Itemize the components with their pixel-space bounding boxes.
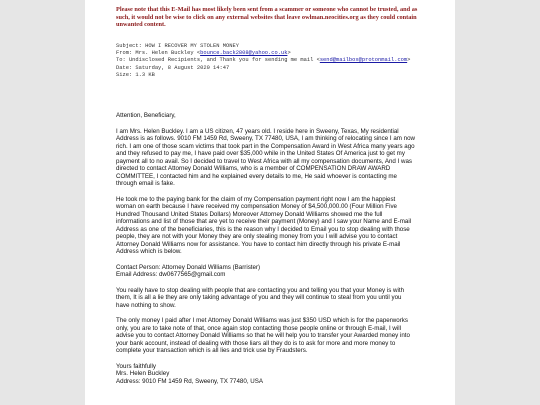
email-from [116,50,441,57]
contact-email: Email Address: dw0677565@gmail.com [116,271,226,279]
signature-block [116,363,416,386]
signoff: Yours faithfully [116,362,157,370]
body-paragraph-1: I am Mrs. Helen Buckley. I am a US citizen, 47 years old. I reside here in Sweeny, Texas, My residential Address is as follows. 9010 FM 1459 Rd, Sweeny, TX 77480, USA, I am thinking of relocating since I am now rich. I am one of those scam victims that took part in the Compensation Award in West Africa many years ago and they refused to pay me, I have paid over $35,000 while in the United States Of America just to get my payment all to no avail. So I decided to travel to West Africa with all my compensation documents, And I was directed to contact Attorney Donald Williams, who is a member of COMPENSATION DRAW AWARD COMMITTEE, I contacted him and he explained every details to me, He said whoever is contacting me through email is fake. [116,127,415,188]
email-page [85,0,455,405]
email-size: Size: 1.3 KB [116,71,155,78]
to-prefix: To: Undisclosed Recipients, and Thank you for sending me mail < [116,57,320,64]
contact-person: Contact Person: Attorney Donald Williams (Barrister) [116,263,261,271]
body-paragraph-4: The only money I paid after I met Attorney Donald Williams was just $350 USD which is for the paperworks only, you are to take note of that, once again stop contacting those people online or through E-mail, I will advise you to contact Attorney Donald Williams so that he will help you to transfer your Awarded money into your bank account, instead of dealing with those liars all they do is to ask for more and more money to complete your transaction which is all lies and trick use by Fraudsters. [116,317,410,355]
body-paragraph-3: You really have to stop dealing with people that are contacting you and telling you that your Money is with them, It is all a lie they are only taking advantage of you and they will continue to steal from you until you have nothing to show. [116,286,405,309]
from-prefix: From: Mrs. Helen Buckley < [116,50,201,57]
from-email-link[interactable]: bounce.back2808@yahoo.co.uk [200,50,288,57]
email-subject: Subject: HOW I RECOVER MY STOLEN MONEY [116,42,239,49]
body-paragraph-2: He took me to the paying bank for the claim of my Compensation payment right now I am the happiest woman on earth because I have received my compensation Money of $4,500,000.00 (Four Million Five Hundred Thousand United States Dollars) Moreover Attorney Donald Williams showed me the full informations and list of those that are yet to receive their payment (Money) and I saw your Name and E-mail Address as one of the beneficiaries, this is the reason why I decided to Email you to stop dealing with those people, they are not with your Money they are only stealing money from you I will advise you to contact Attorney Donald Williams now for assistance. You have to contact him directly through his private E-mail Address which is below. [116,195,412,256]
scam-warning-notice: Please note that this E-Mail has most likely been sent from a scammer or someone who cannot be trusted, and as such, it would not be wise to click on any external websites that leave owlman.neocities.org as they could contain unwanted content. [116,6,418,29]
from-suffix: > [287,50,291,57]
to-suffix: > [407,57,411,64]
contact-block [116,264,416,279]
greeting: Attention, Beneficiary, [116,112,176,120]
signature-address: Address: 9010 FM 1459 Rd, Sweeny, TX 77480, USA [116,377,263,385]
email-body [116,112,416,385]
email-headers [116,43,441,79]
email-date: Date: Saturday, 8 August 2020 14:47 [116,64,230,71]
signature-name: Mrs. Helen Buckley [116,370,170,378]
email-to [116,57,441,64]
to-email-link[interactable]: send@mailbox@protonmail.com [319,57,408,64]
